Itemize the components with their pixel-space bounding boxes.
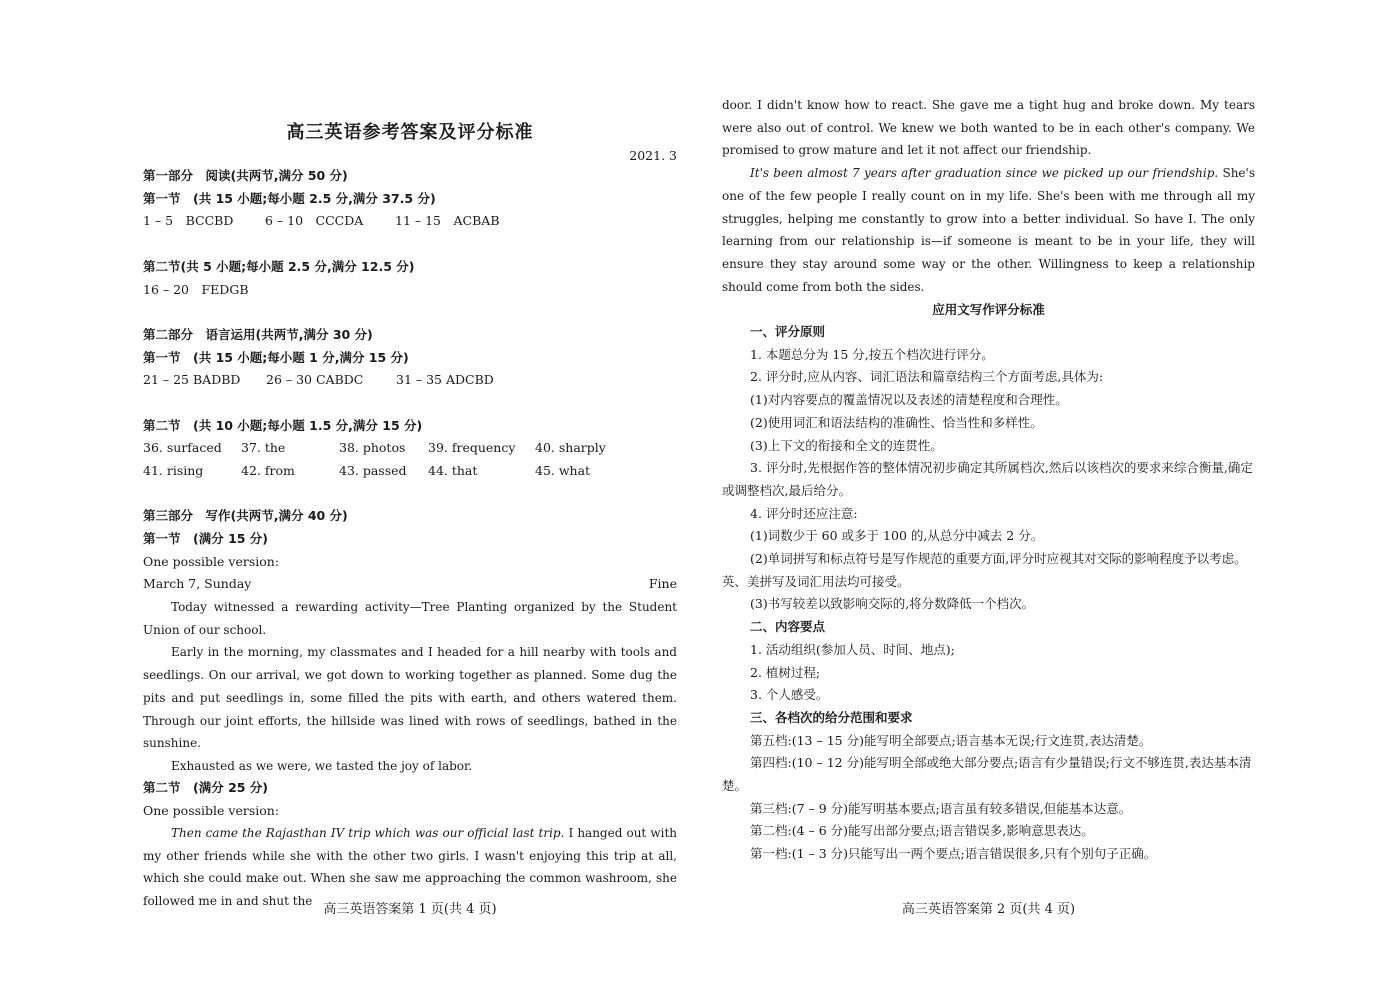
- criteria-item: 4. 评分时还应注意:: [750, 505, 858, 521]
- diary-date: March 7, Sunday: [143, 576, 252, 591]
- content-point: 2. 植树过程;: [750, 664, 821, 680]
- part3-heading: 第三部分 写作(共两节,满分 40 分): [143, 508, 348, 523]
- cloze-answer: 38. photos: [339, 440, 406, 455]
- cloze-answers-row2: [143, 460, 677, 482]
- criteria-item: 2. 评分时,应从内容、词汇语法和篇章结构三个方面考虑,具体为:: [750, 369, 1104, 385]
- part2-sec1-heading: 第一节 (共 15 小题;每小题 1 分,满分 15 分): [143, 350, 409, 365]
- part2-sec2-heading: 第二节 (共 10 小题;每小题 1.5 分,满分 15 分): [143, 418, 423, 433]
- part3-sec1-heading: 第一节 (满分 15 分): [143, 531, 269, 546]
- essay2-paragraph: door. I didn't know how to react. She gave me a tight hug and broke down. My tears were also out of control. We knew we both wanted to be in each other's company. We promised to grow mature and let it not affect our friendship.: [722, 98, 1255, 158]
- criteria-item: (2)使用词汇和语法结构的准确性、恰当性和多样性。: [750, 414, 1043, 430]
- part2-sec1-answers: [143, 369, 677, 391]
- answer-group: 1 – 5 BCCBD: [143, 213, 234, 228]
- grade-band: 第三档:(7 – 9 分)能写明基本要点;语言虽有较多错误,但能基本达意。: [750, 800, 1132, 816]
- cloze-answer: 42. from: [241, 463, 295, 478]
- criteria-item: (3)书写较差以致影响交际的,将分数降低一个档次。: [750, 596, 1035, 612]
- part1-sec1-answers: [143, 210, 677, 232]
- content-point: 1. 活动组织(参加人员、时间、地点);: [750, 641, 955, 657]
- essay2-continuation: I hanged out with my other friends while she with the other two girls. I wasn't enjoying this trip at all, which she could make out. When she saw me approaching the common washroom, she followed me in and shut the: [143, 826, 677, 909]
- answer-group: 6 – 10 CCCDA: [265, 213, 364, 228]
- document-date: 2021. 3: [629, 148, 677, 163]
- criteria-item: (3)上下文的衔接和全文的连贯性。: [750, 437, 943, 453]
- cloze-answer: 36. surfaced: [143, 440, 222, 455]
- criteria-section-heading: 三、各档次的给分范围和要求: [750, 709, 913, 725]
- essay2-paragraph: [722, 162, 1255, 298]
- cloze-answer: 39. frequency: [428, 440, 516, 455]
- document-title: 高三英语参考答案及评分标准: [286, 122, 534, 143]
- version-label: One possible version:: [143, 803, 280, 818]
- grade-band: 第二档:(4 – 6 分)能写出部分要点;语言错误多,影响意思表达。: [750, 823, 1094, 839]
- criteria-item: 3. 评分时,先根据作答的整体情况初步确定其所属档次,然后以该档次的要求来综合衡量,确定或调整档次,最后给分。: [722, 460, 1253, 498]
- essay1-body: [143, 596, 677, 778]
- essay1-paragraph: Today witnessed a rewarding activity—Tree Planting organized by the Student Union of our school.: [143, 600, 677, 637]
- part3-sec2-heading: 第二节 (满分 25 分): [143, 780, 269, 795]
- part2-heading: 第二部分 语言运用(共两节,满分 30 分): [143, 327, 373, 342]
- criteria-item: 1. 本题总分为 15 分,按五个档次进行评分。: [750, 346, 994, 362]
- cloze-answer: 44. that: [428, 463, 478, 478]
- criteria-section-heading: 一、评分原则: [750, 324, 826, 339]
- diary-weather: Fine: [648, 576, 677, 591]
- cloze-answer: 43. passed: [339, 463, 407, 478]
- left-page: [143, 0, 677, 983]
- criteria-item: (2)单词拼写和标点符号是写作规范的重要方面,评分时应视其对交际的影响程度予以考虑。英、美拼写及词汇用法均可接受。: [722, 551, 1247, 589]
- version-label: One possible version:: [143, 554, 280, 569]
- essay2-continuation: She's one of the few people I really count on in my life. She's been with me through all my struggles, helping me constantly to grow into a better individual. So have I. The only learning from our relationship is—if someone is meant to be in your life, they will ensure they stay around some way or the other. Willingness to keep a relationship should come from both the sides.: [722, 166, 1255, 294]
- essay1-paragraph: Exhausted as we were, we tasted the joy of labor.: [171, 758, 473, 773]
- part1-sec2-answers: 16 – 20 FEDGB: [143, 282, 249, 297]
- grade-band: 第四档:(10 – 12 分)能写明全部或绝大部分要点;语言有少量错误;行文不够连贯,表达基本清楚。: [722, 755, 1252, 794]
- criteria-body: [722, 321, 1255, 866]
- answer-group: 26 – 30 CABDC: [266, 372, 364, 387]
- essay2-given-sentence: Then came the Rajasthan IV trip which was our official last trip.: [171, 826, 565, 840]
- answer-group: 11 – 15 ACBAB: [395, 213, 500, 228]
- cloze-answer: 45. what: [535, 463, 591, 478]
- grade-band: 第一档:(1 – 3 分)只能写出一两个要点;语言错误很多,只有个别句子正确。: [750, 846, 1157, 862]
- essay2-body-end: [722, 94, 1255, 298]
- right-page: [722, 0, 1255, 983]
- criteria-section-heading: 二、内容要点: [750, 619, 826, 635]
- criteria-item: (1)对内容要点的覆盖情况以及表述的清楚程度和合理性。: [750, 392, 1068, 408]
- diary-date-line: [143, 573, 677, 595]
- page-footer: 高三英语答案第 2 页(共 4 页): [901, 902, 1076, 917]
- cloze-answer: 41. rising: [143, 463, 204, 478]
- content-point: 3. 个人感受。: [750, 687, 829, 703]
- part1-heading: 第一部分 阅读(共两节,满分 50 分): [143, 168, 348, 183]
- essay2-given-sentence: It's been almost 7 years after graduation since we picked up our friendship.: [750, 166, 1219, 181]
- grade-band: 第五档:(13 – 15 分)能写明全部要点;语言基本无误;行文连贯,表达清楚。: [750, 732, 1152, 748]
- answer-group: 21 – 25 BADBD: [143, 372, 241, 387]
- essay1-paragraph: Early in the morning, my classmates and I headed for a hill nearby with tools and seedlings. On our arrival, we got down to working together as planned. Some dug the pits and put seedlings in, some filled the pits with earth, and others watered them. Through our joint efforts, the hillside was lined with rows of seedlings, bathed in the sunshine.: [143, 645, 677, 751]
- cloze-answer: 40. sharply: [535, 440, 606, 455]
- cloze-answers-row1: [143, 437, 677, 459]
- criteria-item: (1)词数少于 60 或多于 100 的,从总分中减去 2 分。: [750, 528, 1044, 544]
- part1-sec1-heading: 第一节 (共 15 小题;每小题 2.5 分,满分 37.5 分): [143, 191, 436, 206]
- cloze-answer: 37. the: [241, 440, 286, 455]
- criteria-title: 应用文写作评分标准: [932, 302, 1045, 317]
- page-footer: 高三英语答案第 1 页(共 4 页): [323, 902, 497, 917]
- part1-sec2-heading: 第二节(共 5 小题;每小题 2.5 分,满分 12.5 分): [143, 259, 415, 274]
- answer-group: 31 – 35 ADCBD: [396, 372, 494, 387]
